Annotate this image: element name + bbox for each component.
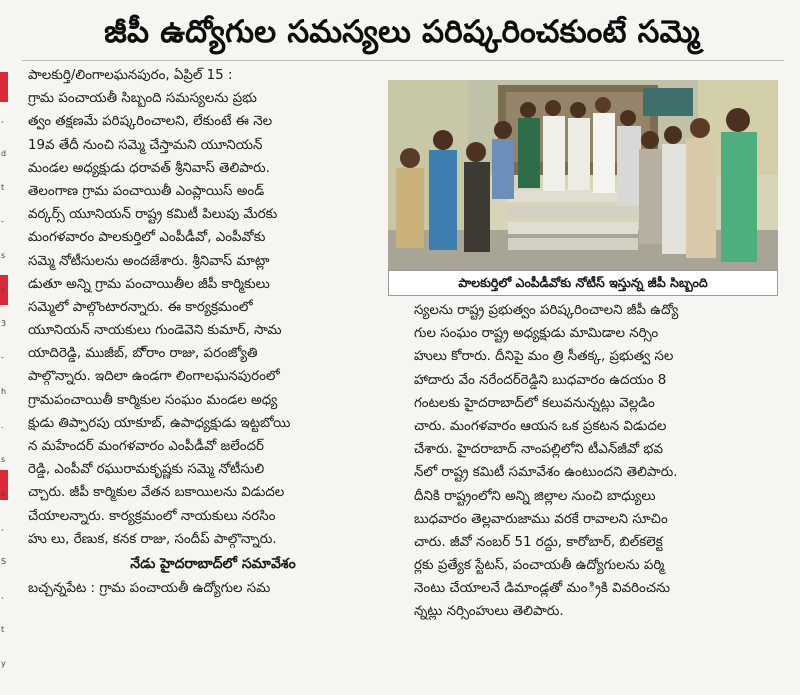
article-line: చేశారు. హైదరాబాద్ నాంపల్లిలోని టీఎన్‌జీవో భవ [414,442,663,458]
article-line: హులు కోరారు. దీనిపై మం త్రి సీతక్క, ప్రభుత్వ సల [414,349,674,365]
article-line: త్వం తక్షణమే పరిష్కరించాలని, లేకుంటే ఈ నెల [28,114,273,130]
headline-rule [22,60,784,61]
gutter-char: d [1,149,7,158]
gutter-char: t [1,183,5,192]
article-left-column [28,64,398,600]
gutter-char: y [1,659,6,668]
gutter-char: s [1,285,6,294]
article-line: సమ్మెలో పాల్గొంటారన్నారు. ఈ కార్యక్రమంలో [28,299,253,315]
gutter-char: , [1,523,4,532]
article-line: యూనియన్ నాయకులు గుండెవెని కుమార్, సామ [28,323,282,339]
article-line: వర్కర్స్ యూనియన్ రాష్ట్ర కమిటీ పిలుపు మేరకు [28,207,278,223]
subheading: నేడు హైదరాబాద్‌లో సమావేశం [130,555,296,572]
gutter-char: - [1,217,4,226]
article-line: గుల సంఘం రాష్ట్ర అధ్యక్షుడు మామిడాల నర్సిం [414,326,659,342]
article-line: యాదిరెడ్డి, ముజీబ్, బొ్రాం రాజు, పరంజ్యోతి [28,346,258,362]
article-line: నెంటు చేయాలనే డిమాండ్లతో మం్రికి వివరించను [414,581,671,597]
article-line: పాలకుర్తి/లింగాలఘనపురం, ఏప్రిల్ 15 : [28,68,233,83]
news-photo [388,80,778,270]
article-line: క్షుడు తిప్పారపు యాకూబ్, ఉపాధ్యక్షుడు ఇట్టబోయి [28,415,291,431]
gutter-char: . [1,421,4,430]
article-line: ర్లకు ప్రత్యేక స్టేటస్, పంచాయతీ ఉద్యోగులను పర్మి [414,558,665,574]
article-line: మంగళవారం పాలకుర్తిలో ఎంపీడీవో, ఎంపీవోకు [28,230,266,246]
article-line: మండల అధ్యక్షుడు ధరావత్ శ్రీనివాస్ తెలిపారు. [28,160,270,176]
article-line: న మహేందర్ మంగళవారం ఎంపీడీవో జలేందర్ [28,439,264,454]
article-line: సమ్మె నోటీసులను అందజేశారు. శ్రీనివాస్ మాట్లా [28,253,270,269]
article-line: రెడ్డి, ఎంపీవో రఘురామకృష్ణకు సమ్మె నోటీసులి [28,462,265,478]
article-line: హు లు, రేణుక, కనక రాజు, సందీప్ పాల్గొన్నారు. [28,531,277,547]
article-line: గ్రామపంచాయితీ కార్మికుల సంఘం మండల అధ్య [28,392,278,408]
article-line: స్యలను రాష్ట్ర ప్రభుత్వం పరిష్కరించాలని జీపీ ఉద్యో [414,303,679,318]
article-line: తెలంగాణ గ్రామ పంచాయితీ ఎంప్లాయిస్ అండ్ [28,183,265,199]
article-line: చారు. మంగళవారం ఆయన ఒక ప్రకటన విడుదల [414,418,667,434]
gutter-char: h [1,387,7,396]
article-line: గ్రామ పంచాయతీ సిబ్బంది సమస్యలను ప్రభు [28,91,257,107]
article-line: గంటలకు హైదరాబాద్‌లో కలువనున్నట్లు వెల్లడిం [414,395,655,411]
article-line: హాదారు వేం నరేందర్‌రెడ్డిని బుధవారం ఉదయం 8 [414,372,667,388]
article-line: డుతూ అన్ని గ్రామ పంచాయితీల జీపీ కార్మికులు [28,276,270,292]
article-line: చ్చారు. జీపీ కార్మికుల వేతన బకాయిలను విడుదల [28,485,285,501]
gutter-char: , [1,115,4,124]
headline: జీపీ ఉద్యోగుల సమస్యలు పరిష్కరించకుంటే సమ్మె [104,14,700,50]
gutter-char: s [1,455,6,464]
adjacent-column-fragment [0,60,14,695]
red-marker [0,72,8,102]
article-line: బచ్చన్నపేట : గ్రామ పంచాయతీ ఉద్యోగుల సమ [28,580,271,596]
article-line: చారు. జీవో నంబర్ 51 రద్దు, కారోబార్, బిల్‌కలెక్ట [414,534,663,550]
article-line: పాల్గొన్నారు. ఇదిలా ఉండగా లింగాలఘనపురంలో [28,369,280,385]
gutter-char: - [1,353,4,362]
gutter-char: t [1,625,5,634]
article-line: 19వ తేదీ నుంచి సమ్మె చేస్తామని యూనియన్ [28,137,263,153]
news-photo-illustration [388,80,778,270]
article-line: దీనికి రాష్ట్రంలోని అన్ని జిల్లాల నుంచి బాధ్యులు [414,488,656,504]
gutter-char: s [1,251,6,260]
article-line: న్‌లో రాష్ట్ర కమిటీ సమావేశం ఉంటుందని తెలిపారు. [414,465,678,481]
photo-caption: పాలకుర్తిలో ఎంపీడీవోకు నోటీస్ ఇస్తున్న జీపీ సిబ్బంది [388,270,778,296]
gutter-char: 3 [1,319,7,328]
article-line: బుధవారం తెల్లవారుజాము వరకే రావాలని సూచిం [414,511,668,527]
gutter-char: S [1,557,7,566]
gutter-char: s [1,489,6,498]
gutter-char: , [1,591,4,600]
article-line: చేయాలన్నారు. కార్యక్రమంలో నాయకులు నరసిం [28,508,276,524]
article-line: న్నట్లు నర్సింహులు తెలిపారు. [414,604,564,620]
article-right-column [414,299,776,624]
